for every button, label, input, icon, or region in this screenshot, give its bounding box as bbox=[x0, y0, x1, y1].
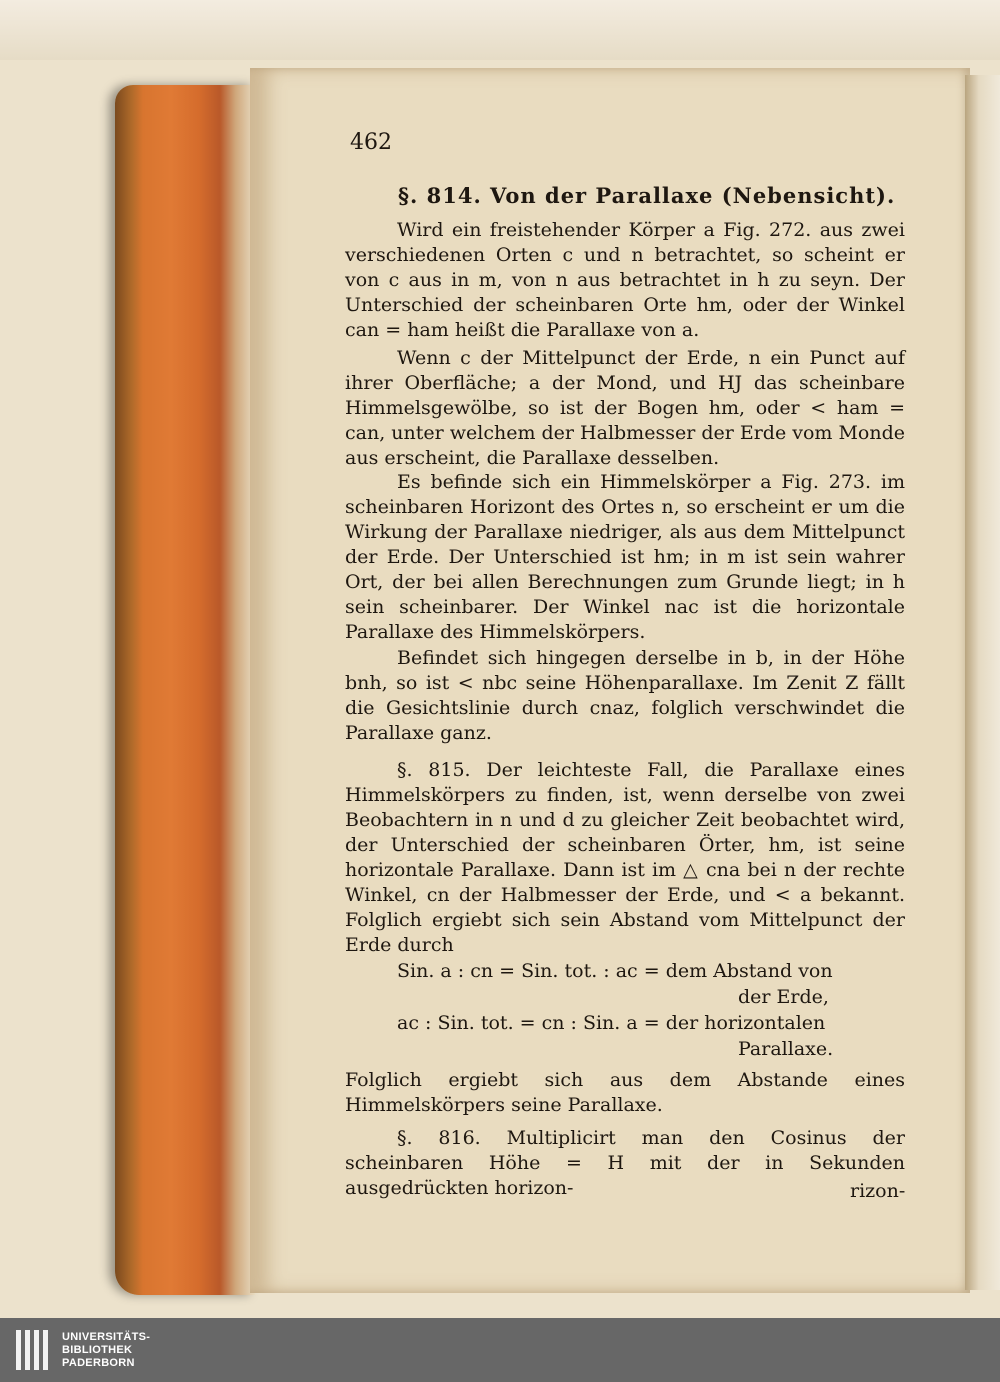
library-logo-text bbox=[62, 1331, 150, 1370]
section-816-paragraph-1: §. 816. Multiplicirt man den Cosinus der scheinbaren Höhe = H mit der in Sekunden ausgedrückten horizon- bbox=[345, 1127, 905, 1199]
page-number: 462 bbox=[350, 130, 392, 155]
library-name-line-3: PADERBORN bbox=[62, 1357, 135, 1369]
formula-1-continuation: der Erde, bbox=[738, 986, 829, 1008]
formula-2: ac : Sin. tot. = cn : Sin. a = der horizontalen bbox=[397, 1012, 826, 1034]
library-name-line-1: UNIVERSITÄTS- bbox=[62, 1331, 151, 1343]
scan-background bbox=[0, 0, 1000, 60]
section-814-paragraph-4: Befindet sich hingegen derselbe in b, in der Höhe bnh, so ist < nbc seine Höhenparallaxe. Im Zenit Z fällt die Gesichtslinie durch cnaz, folglich verschwindet die Parallaxe ganz. bbox=[345, 647, 905, 744]
section-814-paragraph-3: Es befinde sich ein Himmelskörper a Fig. 273. im scheinbaren Horizont des Ortes n, so erscheint er um die Wirkung der Parallaxe niedriger, als aus dem Mittelpunct der Erde. Der Unterschied ist hm; in m ist sein wahrer Ort, der bei allen Berechnungen zum Grunde liegt; in h sein scheinbarer. Der Winkel nac ist die horizontale Parallaxe des Himmelskörpers. bbox=[345, 471, 905, 643]
catchword: rizon- bbox=[850, 1180, 906, 1202]
section-815-paragraph-2: Folglich ergiebt sich aus dem Abstande eines Himmelskörpers seine Parallaxe. bbox=[345, 1069, 905, 1116]
book-binding bbox=[115, 85, 255, 1295]
library-logo-icon bbox=[16, 1330, 52, 1370]
library-name-line-2: BIBLIOTHEK bbox=[62, 1344, 133, 1356]
facing-page-edge bbox=[965, 75, 1000, 1290]
section-814-heading: §. 814. Von der Parallaxe (Nebensicht). bbox=[398, 183, 896, 208]
section-814-paragraph-1: Wird ein freistehender Körper a Fig. 272. aus zwei verschiedenen Orten c und n betrachtet, so scheint er von c aus in m, von n aus betrachtet in h zu seyn. Der Unterschied der scheinbaren Orte hm, oder der Winkel can = ham heißt die Parallaxe von a. bbox=[345, 219, 905, 341]
section-815-paragraph-1: §. 815. Der leichteste Fall, die Parallaxe eines Himmelskörpers zu finden, ist, wenn derselbe von zwei Beobachtern in n und d zu gleicher Zeit beobachtet wird, der Unterschied der scheinbaren Örter, hm, ist seine horizontale Parallaxe. Dann ist im △ cna bei n der rechte Winkel, cn der Halbmesser der Erde, und < a bekannt. Folglich ergiebt sich sein Abstand vom Mittelpunct der Erde durch bbox=[345, 759, 905, 956]
formula-1: Sin. a : cn = Sin. tot. : ac = dem Abstand von bbox=[397, 960, 833, 982]
formula-2-continuation: Parallaxe. bbox=[738, 1038, 834, 1060]
section-814-paragraph-2: Wenn c der Mittelpunct der Erde, n ein Punct auf ihrer Oberfläche; a der Mond, und HJ das scheinbare Himmelsgewölbe, so ist der Bogen hm, oder < ham = can, unter welchem der Halbmesser der Erde vom Monde aus erscheint, die Parallaxe desselben. bbox=[345, 347, 906, 469]
